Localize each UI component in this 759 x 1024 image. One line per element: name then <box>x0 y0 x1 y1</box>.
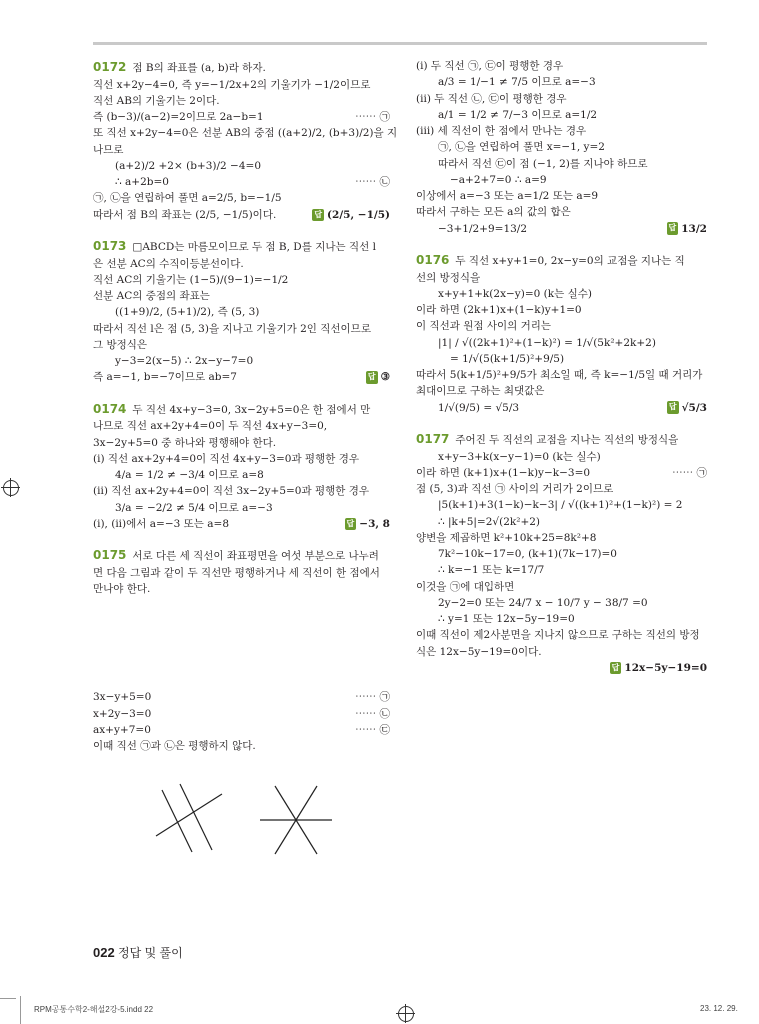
line-text: 면 다음 그림과 같이 두 직선만 평행하거나 세 직선이 한 점에서 <box>93 566 380 579</box>
line-text: 3/a = −2/2 ≠ 5/4 이므로 a=−3 <box>115 501 273 514</box>
answer-value: √5/3 <box>681 401 707 414</box>
line-text: 따라서 구하는 모든 a의 값의 합은 <box>416 206 571 219</box>
line-text: 선의 방정식을 <box>416 271 481 284</box>
equation-marker: ⋯⋯ ㉠ <box>672 466 707 479</box>
spacer <box>93 223 390 237</box>
line-text: 7k²−10k−17=0, (k+1)(7k−17)=0 <box>438 548 617 561</box>
answer <box>312 207 390 223</box>
line-text: a/3 = 1/−1 ≠ 7/5 이므로 a=−3 <box>438 76 596 89</box>
text-line <box>416 383 707 399</box>
line-text: (ii) 직선 ax+2y+4=0이 직선 3x−2y+5=0과 평행한 경우 <box>93 485 370 498</box>
text-line <box>93 369 390 385</box>
answer-badge: 답 <box>312 209 324 221</box>
problem-number: 0173 <box>93 238 127 253</box>
text-line <box>416 481 707 497</box>
text-line <box>93 435 390 451</box>
text-line <box>93 722 390 738</box>
problem-heading <box>93 546 390 565</box>
text-line <box>416 335 707 351</box>
line-text: 나므로 직선 ax+2y+4=0이 두 직선 4x+y−3=0, <box>93 420 328 433</box>
line-text: 이상에서 a=−3 또는 a=1/2 또는 a=9 <box>416 190 599 203</box>
equation-marker: ⋯⋯ ㉠ <box>355 691 390 704</box>
text-line <box>416 465 707 481</box>
crop-line <box>0 998 16 999</box>
line-text: (iii) 세 직선이 한 점에서 만나는 경우 <box>416 125 587 138</box>
line-text: 점 (5, 3)과 직선 ㉠ 사이의 거리가 2이므로 <box>416 483 614 496</box>
answer-value: −3, 8 <box>359 517 390 530</box>
text-line <box>416 497 707 513</box>
text-line <box>416 172 707 188</box>
right-column <box>416 58 707 676</box>
crossing-line <box>156 794 222 836</box>
text-line <box>93 500 390 516</box>
text-line <box>416 367 707 383</box>
text-line <box>416 611 707 627</box>
line-text: ∴ a+2b=0 <box>115 176 169 189</box>
text-line <box>93 451 390 467</box>
line-text: 나므로 <box>93 143 124 156</box>
text-line <box>93 467 390 483</box>
answer <box>345 516 390 532</box>
text-line <box>416 449 707 465</box>
top-rule <box>93 42 707 45</box>
line-text: 따라서 점 B의 좌표는 (2/5, −1/5)이다. <box>93 208 277 221</box>
line-text: a/1 = 1/2 ≠ 7/−3 이므로 a=1/2 <box>438 108 598 121</box>
line-text: 최대이므로 구하는 최댓값은 <box>416 385 545 398</box>
page-footer <box>93 944 183 961</box>
problem-heading <box>93 237 390 256</box>
text-line <box>93 337 390 353</box>
line-text: ((1+9)/2, (5+1)/2), 즉 (5, 3) <box>115 306 260 319</box>
three-lines-figure <box>150 778 350 868</box>
line-text: ∴ y=1 또는 12x−5y−19=0 <box>438 613 575 626</box>
line-text: 선분 AC의 중점의 좌표는 <box>93 290 210 303</box>
text-line <box>416 351 707 367</box>
line-text: x+y−3+k(x−y−1)=0 (k는 실수) <box>438 450 601 463</box>
text-line <box>416 514 707 530</box>
answer <box>667 400 707 416</box>
line-text: |5(k+1)+3(1−k)−k−3| / √((k+1)²+(1−k)²) = 2 <box>438 499 683 512</box>
text-line <box>416 660 707 676</box>
text-line <box>416 562 707 578</box>
line-text: 0176 두 직선 x+y+1=0, 2x−y=0의 교점을 지나는 직 <box>416 252 685 267</box>
line-text: 0172 점 B의 좌표를 (a, b)라 하자. <box>93 60 266 74</box>
answer-badge: 답 <box>667 222 679 234</box>
answer-badge: 답 <box>610 662 622 674</box>
line-text: 그 방정식은 <box>93 338 148 351</box>
text-line <box>93 125 398 141</box>
text-line <box>416 221 707 237</box>
spacer <box>416 416 707 430</box>
problem-heading <box>93 58 390 77</box>
text-line <box>93 418 390 434</box>
page-number: 022 <box>93 945 115 960</box>
text-line <box>416 644 707 660</box>
text-line <box>93 142 390 158</box>
line-text: 직선 x+2y−4=0, 즉 y=−1/2x+2의 기울기가 −1/2이므로 <box>93 78 371 91</box>
equation-marker: ⋯⋯ ㉡ <box>355 176 390 189</box>
line-text: 이때 직선이 제2사분면을 지나지 않으므로 구하는 직선의 방정 <box>416 629 700 642</box>
line-text: y−3=2(x−5) ∴ 2x−y−7=0 <box>115 355 254 368</box>
line-text: 0173 □ABCD는 마름모이므로 두 점 B, D를 지나는 직선 l <box>93 238 376 253</box>
text-line <box>93 190 390 206</box>
text-line <box>93 321 390 337</box>
line-text: 2y−2=0 또는 24/7 x − 10/7 y − 38/7 =0 <box>438 596 648 609</box>
text-line <box>93 288 390 304</box>
line-text: 이라 하면 (k+1)x+(1−k)y−k−3=0 <box>416 466 591 479</box>
line-text: 4/a = 1/2 ≠ −3/4 이므로 a=8 <box>115 469 264 482</box>
line-text: ∴ |k+5|=2√(2k²+2) <box>438 515 541 528</box>
slug-file: RPM공통수학2-해설2강-5.indd 22 <box>34 1005 154 1014</box>
spacer <box>416 237 707 251</box>
line-text: 식은 12x−5y−19=0이다. <box>416 645 542 658</box>
equation-marker: ⋯⋯ ㉢ <box>355 723 390 736</box>
line-text: 3x−y+5=0 <box>93 691 152 704</box>
text-line <box>93 158 390 174</box>
line-text: 이 직선과 원점 사이의 거리는 <box>416 320 552 333</box>
equation-marker: ⋯⋯ ㉠ <box>355 111 390 124</box>
line-text: 이라 하면 (2k+1)x+(1−k)y+1=0 <box>416 304 582 317</box>
line-text: 직선 AC의 기울기는 (1−5)/(9−1)=−1/2 <box>93 273 289 286</box>
line-text: ㉠, ㉡을 연립하여 풀면 a=2/5, b=−1/5 <box>93 192 282 205</box>
problem-heading <box>93 400 390 419</box>
equation-marker: ⋯⋯ ㉡ <box>355 707 390 720</box>
line-text: (i) 직선 ax+2y+4=0이 직선 4x+y−3=0과 평행한 경우 <box>93 452 359 465</box>
line-text: |1| / √((2k+1)²+(1−k)²) = 1/√(5k²+2k+2) <box>438 336 656 349</box>
text-line <box>93 738 390 754</box>
answer <box>366 369 390 385</box>
text-line <box>93 272 390 288</box>
answer-value: ③ <box>380 371 390 384</box>
text-line <box>416 579 707 595</box>
text-line <box>416 58 707 74</box>
answer-value: (2/5, −1/5) <box>327 208 390 221</box>
answer-badge: 답 <box>366 371 378 383</box>
line-text: x+y+1+k(2x−y)=0 (k는 실수) <box>438 287 592 300</box>
problem-number: 0176 <box>416 252 450 267</box>
text-line <box>416 74 707 90</box>
text-line <box>93 516 390 532</box>
text-line <box>416 91 707 107</box>
text-line <box>93 304 390 320</box>
crop-line <box>20 996 21 1024</box>
line-text: x+2y−3=0 <box>93 707 152 720</box>
line-text: 3x−2y+5=0 중 하나와 평행해야 한다. <box>93 436 277 449</box>
text-line <box>416 400 707 416</box>
spacer <box>93 532 390 546</box>
text-line <box>93 207 390 223</box>
line-text: 1/√(9/5) = √5/3 <box>438 401 520 414</box>
text-line <box>416 188 707 204</box>
text-line <box>416 627 707 643</box>
answer-badge: 답 <box>345 518 357 530</box>
line-text: 즉 (b−3)/(a−2)=2이므로 2a−b=1 <box>93 111 264 124</box>
line-text: 직선 AB의 기울기는 2이다. <box>93 94 220 107</box>
line-text: (i) 두 직선 ㉠, ㉢이 평행한 경우 <box>416 60 564 72</box>
text-line <box>416 318 707 334</box>
problem-heading <box>416 251 707 270</box>
problem-number: 0172 <box>93 60 127 74</box>
text-line <box>93 483 390 499</box>
line-text: 양변을 제곱하면 k²+10k+25=8k²+8 <box>416 531 597 544</box>
line-text: 0174 두 직선 4x+y−3=0, 3x−2y+5=0은 한 점에서 만 <box>93 401 371 416</box>
answer <box>610 660 707 676</box>
text-line <box>93 689 390 705</box>
text-line <box>416 595 707 611</box>
line-text: 0175 서로 다른 세 직선이 좌표평면을 여섯 부분으로 나누려 <box>93 548 379 563</box>
answer-value: 12x−5y−19=0 <box>624 661 707 674</box>
text-line <box>416 302 707 318</box>
slug-date: 23. 12. 29. <box>700 1004 738 1013</box>
line-text: = 1/√(5(k+1/5)²+9/5) <box>450 352 565 365</box>
line-text: 따라서 직선 l은 점 (5, 3)을 지나고 기울기가 2인 직선이므로 <box>93 322 371 335</box>
text-line <box>93 256 390 272</box>
answer-badge: 답 <box>667 401 679 413</box>
line-text: (i), (ii)에서 a=−3 또는 a=8 <box>93 517 229 530</box>
problem-number: 0174 <box>93 401 127 416</box>
registration-mark-left <box>3 480 19 496</box>
line-text: 즉 a=−1, b=−7이므로 ab=7 <box>93 371 237 384</box>
line-text: 따라서 5(k+1/5)²+9/5가 최소일 때, 즉 k=−1/5일 때 거리가 <box>416 369 703 382</box>
line-text: 이것을 ㉠에 대입하면 <box>416 580 515 593</box>
problem-number: 0175 <box>93 548 127 563</box>
text-line <box>416 107 707 123</box>
text-line <box>416 270 707 286</box>
text-line <box>93 109 390 125</box>
text-line <box>93 77 390 93</box>
text-line <box>93 581 390 597</box>
text-line <box>93 565 390 581</box>
text-line <box>416 546 707 562</box>
text-line <box>416 204 707 220</box>
line-text: 0177 주어진 두 직선의 교점을 지나는 직선의 방정식을 <box>416 431 679 446</box>
line-text: 만나야 한다. <box>93 583 151 596</box>
problem-number: 0177 <box>416 431 450 446</box>
text-line <box>416 286 707 302</box>
text-line <box>416 123 707 139</box>
line-text: 이때 직선 ㉠과 ㉡은 평행하지 않다. <box>93 740 256 753</box>
text-line <box>416 530 707 546</box>
registration-mark-bottom <box>398 1006 414 1022</box>
line-text: −3+1/2+9=13/2 <box>438 222 528 235</box>
line-text: ∴ k=−1 또는 k=17/7 <box>438 564 545 577</box>
answer <box>667 221 708 237</box>
text-line <box>93 706 390 722</box>
line-text: 따라서 직선 ㉢이 점 (−1, 2)를 지나야 하므로 <box>438 157 648 170</box>
line-text: 또 직선 x+2y−4=0은 선분 AB의 중점 ((a+2)/2, (b+3)/2)을 지 <box>93 127 398 140</box>
left-column <box>93 58 398 754</box>
line-text: ㉠, ㉡을 연립하여 풀면 x=−1, y=2 <box>438 141 605 154</box>
figure-space <box>93 597 390 689</box>
text-line <box>93 353 390 369</box>
line-text: (ii) 두 직선 ㉡, ㉢이 평행한 경우 <box>416 92 567 105</box>
text-line <box>416 139 707 155</box>
answer-value: 13/2 <box>681 222 707 235</box>
line-text: ax+y+7=0 <box>93 723 151 736</box>
problem-heading <box>416 430 707 449</box>
text-line <box>93 93 390 109</box>
line-text: 은 선분 AC의 수직이등분선이다. <box>93 257 244 270</box>
spacer <box>93 386 390 400</box>
line-text: −a+2+7=0 ∴ a=9 <box>450 173 547 186</box>
line-text: (a+2)/2 +2× (b+3)/2 −4=0 <box>115 159 262 172</box>
text-line <box>93 174 390 190</box>
footer-label: 정답 및 풀이 <box>118 946 183 960</box>
text-line <box>416 156 707 172</box>
